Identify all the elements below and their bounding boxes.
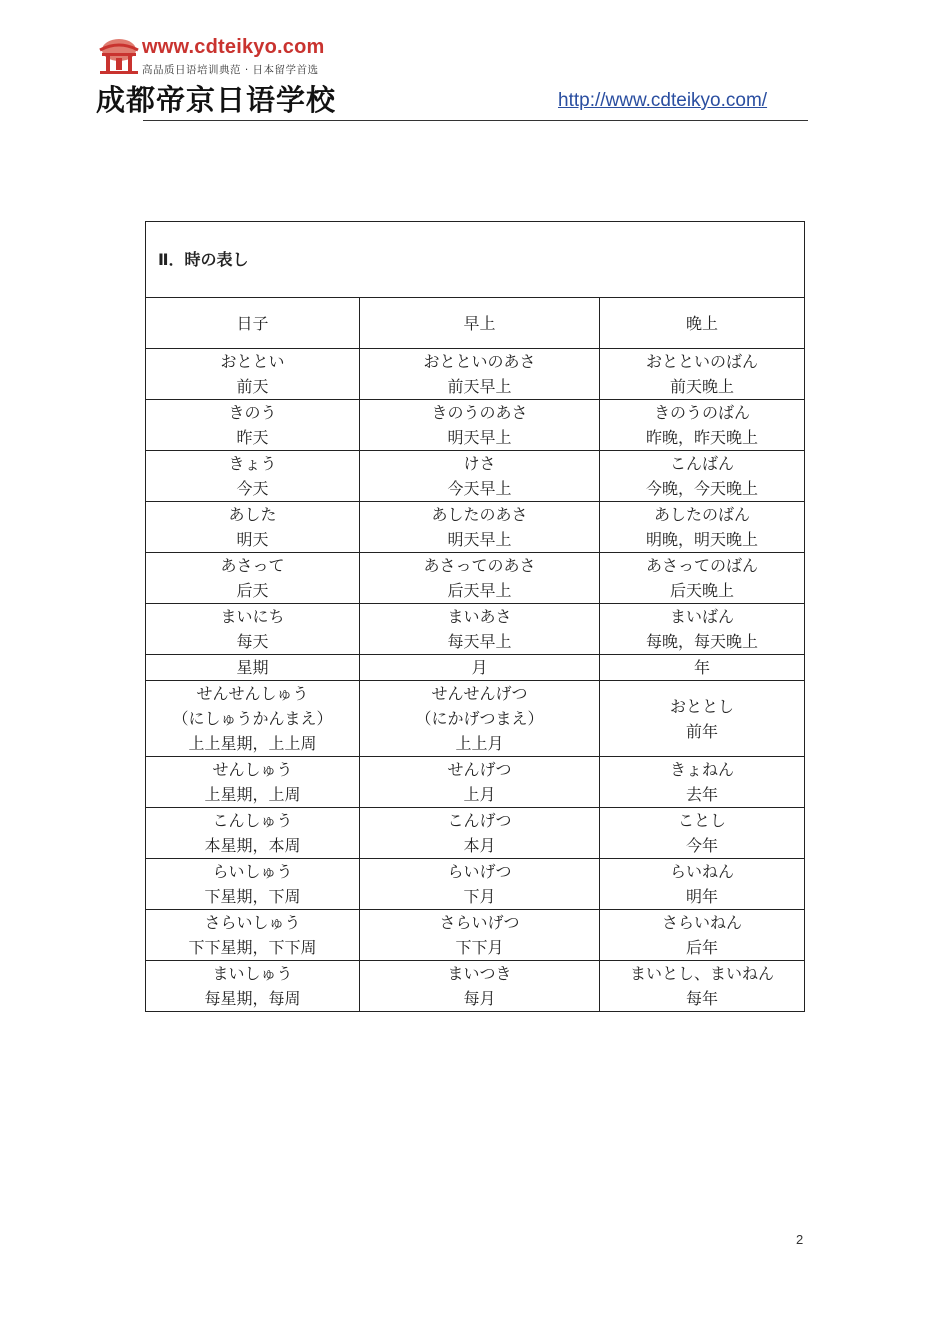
- cell-text-line: 上上星期，上上周: [188, 734, 317, 753]
- table-cell-evening: [600, 910, 805, 961]
- table-row: [146, 451, 805, 502]
- table-cell-day: [146, 604, 360, 655]
- table-cell-evening: [600, 655, 805, 681]
- table-cell-day: [146, 757, 360, 808]
- table-row: [146, 859, 805, 910]
- logo-tagline: 高品质日语培训典范 · 日本留学首选: [142, 64, 319, 76]
- table-cell-day: [146, 961, 360, 1012]
- table-row: [146, 655, 805, 681]
- table-cell-morning: [360, 349, 600, 400]
- cell-text-line: 每天早上: [447, 632, 512, 651]
- cell-text-line: こんげつ: [447, 811, 512, 830]
- table-cell-evening: [600, 604, 805, 655]
- cell-text-line: こんしゅう: [212, 811, 293, 830]
- cell-text-line: 月: [471, 658, 488, 677]
- cell-text-line: 下星期，下周: [204, 887, 301, 906]
- table-row: [146, 808, 805, 859]
- cell-text-line: 每年: [685, 989, 718, 1008]
- cell-text-line: 明晚，明天晚上: [645, 530, 758, 549]
- cell-text-line: まいとし、まいねん: [629, 964, 774, 983]
- table-cell-evening: [600, 961, 805, 1012]
- cell-text-line: せんげつ: [447, 760, 512, 779]
- cell-text-line: （にしゅうかんまえ）: [172, 709, 333, 728]
- cell-text-line: 今天: [236, 479, 269, 498]
- cell-text-line: 每天: [236, 632, 269, 651]
- cell-text-line: まいつき: [447, 964, 512, 983]
- cell-text-line: あしたのあさ: [431, 505, 528, 524]
- cell-text-line: あさってのあさ: [423, 556, 536, 575]
- cell-text-line: せんせんげつ: [431, 684, 528, 703]
- cell-text-line: 前天晚上: [669, 377, 734, 396]
- cell-text-line: 上上月: [455, 734, 504, 753]
- school-name: 成都帝京日语学校: [96, 83, 337, 117]
- cell-text-line: さらいしゅう: [204, 913, 301, 932]
- table-cell-morning: [360, 400, 600, 451]
- cell-text-line: 昨晚，昨天晚上: [645, 428, 758, 447]
- logo-url: www.cdteikyo.com: [142, 36, 325, 58]
- table-cell-evening: [600, 451, 805, 502]
- table-row: [146, 502, 805, 553]
- cell-text-line: せんせんしゅう: [196, 684, 309, 703]
- table-cell-morning: [360, 859, 600, 910]
- cell-text-line: おととし: [669, 696, 734, 716]
- cell-text-line: あしたのばん: [653, 505, 750, 524]
- table-row: [146, 910, 805, 961]
- cell-text-line: 明天早上: [447, 530, 512, 549]
- table-cell-morning: [360, 808, 600, 859]
- cell-text-line: せんしゅう: [212, 760, 293, 779]
- column-header-morning: 早上: [360, 298, 600, 349]
- cell-text-line: 每晚，每天晚上: [645, 632, 758, 651]
- cell-text-line: 下下月: [455, 938, 504, 957]
- table-cell-evening: [600, 681, 805, 757]
- table-cell-day: [146, 655, 360, 681]
- cell-text-line: 星期: [236, 658, 269, 677]
- cell-text-line: 前天早上: [447, 377, 512, 396]
- table-cell-morning: [360, 553, 600, 604]
- table-cell-evening: [600, 808, 805, 859]
- cell-text-line: あした: [228, 505, 277, 524]
- cell-text-line: 后天晚上: [669, 581, 734, 600]
- table-row: [146, 400, 805, 451]
- cell-text-line: 本星期，本周: [204, 836, 301, 855]
- cell-text-line: さらいげつ: [439, 913, 520, 932]
- cell-text-line: 明年: [685, 887, 718, 906]
- cell-text-line: らいねん: [669, 862, 734, 881]
- table-row: [146, 757, 805, 808]
- cell-text-line: まいしゅう: [212, 964, 293, 983]
- cell-text-line: 下月: [463, 887, 496, 906]
- table-cell-morning: [360, 961, 600, 1012]
- cell-text-line: 今晚，今天晚上: [645, 479, 758, 498]
- header-divider: [143, 120, 808, 121]
- cell-text-line: 前天: [236, 377, 269, 396]
- cell-text-line: おとといのばん: [645, 352, 758, 371]
- column-header-evening: 晚上: [600, 298, 805, 349]
- column-header-day: 日子: [146, 298, 360, 349]
- cell-text-line: 前年: [685, 721, 718, 741]
- cell-text-line: まいにち: [220, 607, 285, 626]
- table-cell-day: [146, 400, 360, 451]
- table-cell-morning: [360, 451, 600, 502]
- cell-text-line: 下下星期，下下周: [188, 938, 317, 957]
- table-cell-morning: [360, 655, 600, 681]
- table-cell-morning: [360, 502, 600, 553]
- cell-text-line: 每星期，每周: [204, 989, 301, 1008]
- table-cell-evening: [600, 400, 805, 451]
- cell-text-line: ことし: [677, 811, 726, 830]
- table-cell-day: [146, 553, 360, 604]
- cell-text-line: まいあさ: [447, 607, 512, 626]
- table-row: [146, 553, 805, 604]
- table-row: [146, 604, 805, 655]
- cell-text-line: あさってのばん: [645, 556, 758, 575]
- cell-text-line: 本月: [463, 836, 496, 855]
- site-link[interactable]: http://www.cdteikyo.com/: [558, 90, 768, 111]
- cell-text-line: 上月: [463, 785, 496, 804]
- cell-text-line: おとといのあさ: [423, 352, 536, 371]
- page-number: 2: [796, 1232, 804, 1247]
- cell-text-line: 明天: [236, 530, 269, 549]
- table-cell-morning: [360, 757, 600, 808]
- time-expressions-table: [145, 221, 804, 1012]
- cell-text-line: きのうのばん: [653, 403, 750, 422]
- cell-text-line: 后天早上: [447, 581, 512, 600]
- table-cell-morning: [360, 681, 600, 757]
- table-cell-evening: [600, 349, 805, 400]
- cell-text-line: 今年: [685, 836, 718, 855]
- cell-text-line: 去年: [685, 785, 718, 804]
- table-cell-evening: [600, 757, 805, 808]
- table-cell-day: [146, 349, 360, 400]
- table-cell-day: [146, 910, 360, 961]
- table-cell-morning: [360, 604, 600, 655]
- cell-text-line: 年: [693, 658, 710, 677]
- table-cell-evening: [600, 553, 805, 604]
- cell-text-line: 上星期，上周: [204, 785, 301, 804]
- cell-text-line: けさ: [463, 454, 496, 473]
- cell-text-line: きょねん: [669, 760, 734, 779]
- cell-text-line: きのう: [228, 403, 277, 422]
- temple-gate-icon: [96, 36, 142, 76]
- table-row: [146, 349, 805, 400]
- cell-text-line: あさって: [220, 556, 285, 575]
- cell-text-line: きょう: [228, 454, 277, 473]
- cell-text-line: らいしゅう: [212, 862, 293, 881]
- cell-text-line: まいばん: [669, 607, 734, 626]
- table-title: Ⅱ．時の表し: [146, 222, 805, 298]
- cell-text-line: 昨天: [236, 428, 269, 447]
- table-cell-day: [146, 859, 360, 910]
- logo: [96, 34, 356, 117]
- table-row: [146, 961, 805, 1012]
- cell-text-line: 每月: [463, 989, 496, 1008]
- table-cell-day: [146, 451, 360, 502]
- cell-text-line: 今天早上: [447, 479, 512, 498]
- table-cell-evening: [600, 859, 805, 910]
- cell-text-line: こんばん: [669, 454, 734, 473]
- cell-text-line: 后年: [685, 938, 718, 957]
- table-cell-day: [146, 502, 360, 553]
- table-cell-day: [146, 681, 360, 757]
- table-cell-evening: [600, 502, 805, 553]
- cell-text-line: きのうのあさ: [431, 403, 528, 422]
- cell-text-line: らいげつ: [447, 862, 512, 881]
- cell-text-line: 后天: [236, 581, 269, 600]
- cell-text-line: さらいねん: [661, 913, 742, 932]
- cell-text-line: （にかげつまえ）: [415, 709, 544, 728]
- table-cell-morning: [360, 910, 600, 961]
- cell-text-line: おととい: [220, 352, 285, 371]
- table-row: [146, 681, 805, 757]
- table-cell-day: [146, 808, 360, 859]
- cell-text-line: 明天早上: [447, 428, 512, 447]
